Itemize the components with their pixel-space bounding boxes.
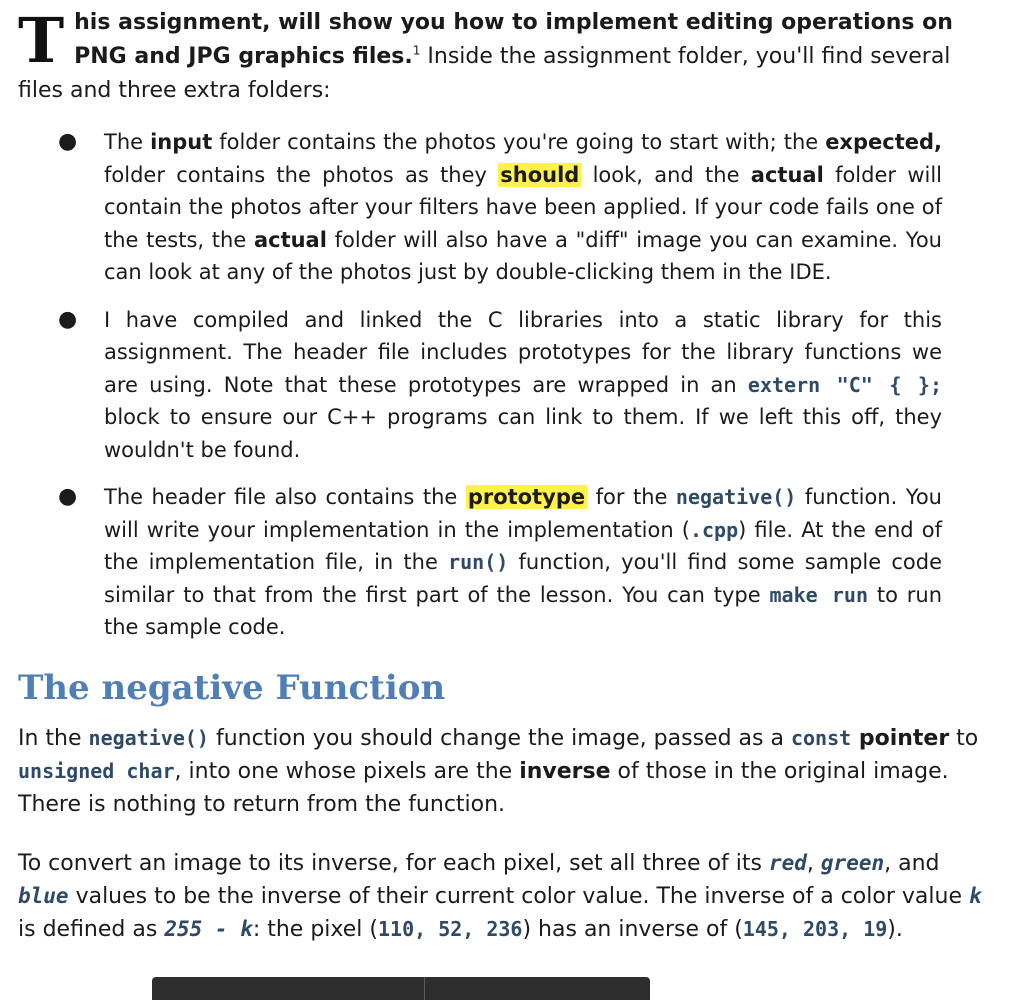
text-run: The <box>104 130 151 154</box>
bullet-dot: ● <box>58 484 78 509</box>
text-run: folder will contain the photos after your filters have been applied. If your code fails one of the tests, the <box>104 162 942 252</box>
pixel-example-code: 110, 52, 236 <box>377 916 523 941</box>
text-run: folder contains the photos as they <box>104 162 499 187</box>
expected-folder-term: expected, <box>825 130 942 154</box>
intro-bold-text: his assignment, will show you how to implement editing operations on PNG and JPG graphics files. <box>74 10 953 69</box>
text-run: function, you'll find some sample code similar to that from the first part of the lesson. You can type <box>104 550 942 607</box>
text-run: folder contains the photos you're going to start with; the <box>212 130 826 154</box>
bottom-toolbar[interactable] <box>152 977 650 1000</box>
section-heading: The negative Function <box>18 667 446 708</box>
list-item <box>18 304 986 467</box>
intro-rest-text: Inside the assignment folder, you'll find several files and three extra folders: <box>18 44 951 103</box>
run-function-code: run() <box>448 550 509 574</box>
list-item <box>18 481 986 644</box>
actual-folder-term: actual <box>750 162 824 187</box>
green-term-code: green <box>820 850 885 875</box>
text-run: I have compiled and linked the C libraries into a static library for this assignment. The header file includes prototypes for the library functions we are using. Note that these prototypes are wrapped in an <box>104 307 942 397</box>
actual-folder-term: actual <box>253 227 327 252</box>
const-keyword-code: const <box>790 725 852 750</box>
make-run-code: make run <box>769 582 868 607</box>
unsigned-char-code: unsigned char <box>18 758 175 783</box>
toolbar-divider <box>424 977 425 1000</box>
text-run: folder will also have a "diff" image you can examine. You can look at any of the photos just by double-clicking them in the IDE. <box>104 227 942 284</box>
text-run: function you should change the image, passed as a <box>208 725 791 751</box>
negative-function-code: negative() <box>675 485 797 509</box>
text-run: for the <box>587 485 676 509</box>
text-run: , <box>806 850 821 876</box>
bullet-dot: ● <box>58 129 78 154</box>
text-run: , and <box>884 850 940 876</box>
blue-term-code: blue <box>18 883 69 908</box>
text-run: : the pixel ( <box>252 916 378 942</box>
text-run: is defined as <box>18 916 165 942</box>
pointer-term: pointer <box>851 725 950 751</box>
inverse-definition-paragraph <box>18 847 986 946</box>
footnote-marker[interactable]: 1 <box>412 43 421 58</box>
bullet-list <box>18 126 986 644</box>
text-run: look, and the <box>581 162 751 187</box>
text-run: ) has an inverse of ( <box>522 916 743 942</box>
text-run: block to ensure our C++ programs can link to them. If we left this off, they wouldn't be found. <box>104 405 942 462</box>
inverse-formula-code: 255 - k <box>164 916 253 941</box>
text-run: function. You will write your implementation in the implementation ( <box>104 485 942 542</box>
extern-c-code: extern "C" { }; <box>747 372 943 397</box>
text-run: values to be the inverse of their current color value. The inverse of a color value <box>68 883 969 909</box>
inverse-example-code: 145, 203, 19 <box>742 916 888 941</box>
list-item <box>18 126 986 289</box>
text-run: to <box>949 725 979 751</box>
highlighted-prototype: prototype <box>467 485 586 509</box>
text-run: The header file also contains the <box>104 485 466 509</box>
text-run: to run the sample code. <box>104 582 943 639</box>
intro-paragraph <box>18 6 986 108</box>
bullet-dot: ● <box>58 306 78 332</box>
text-run: To convert an image to its inverse, for each pixel, set all three of its <box>18 850 769 876</box>
inverse-term: inverse <box>519 758 611 784</box>
negative-description-paragraph <box>18 722 986 821</box>
text-run: ). <box>887 916 903 942</box>
text-run: ) file. At the end of the implementation file, in the <box>104 517 942 574</box>
text-run: of those in the original image. There is nothing to return from the function. <box>18 758 949 817</box>
input-folder-term: input <box>150 130 213 154</box>
red-term-code: red <box>768 850 807 875</box>
highlighted-should: should <box>500 162 580 187</box>
drop-cap: T <box>18 4 65 77</box>
k-variable-code: k <box>968 883 982 908</box>
text-run: In the <box>18 725 89 751</box>
cpp-extension-code: .cpp <box>689 517 739 542</box>
negative-function-code: negative() <box>88 725 209 750</box>
document-page <box>18 6 986 972</box>
text-run: , into one whose pixels are the <box>174 758 520 784</box>
